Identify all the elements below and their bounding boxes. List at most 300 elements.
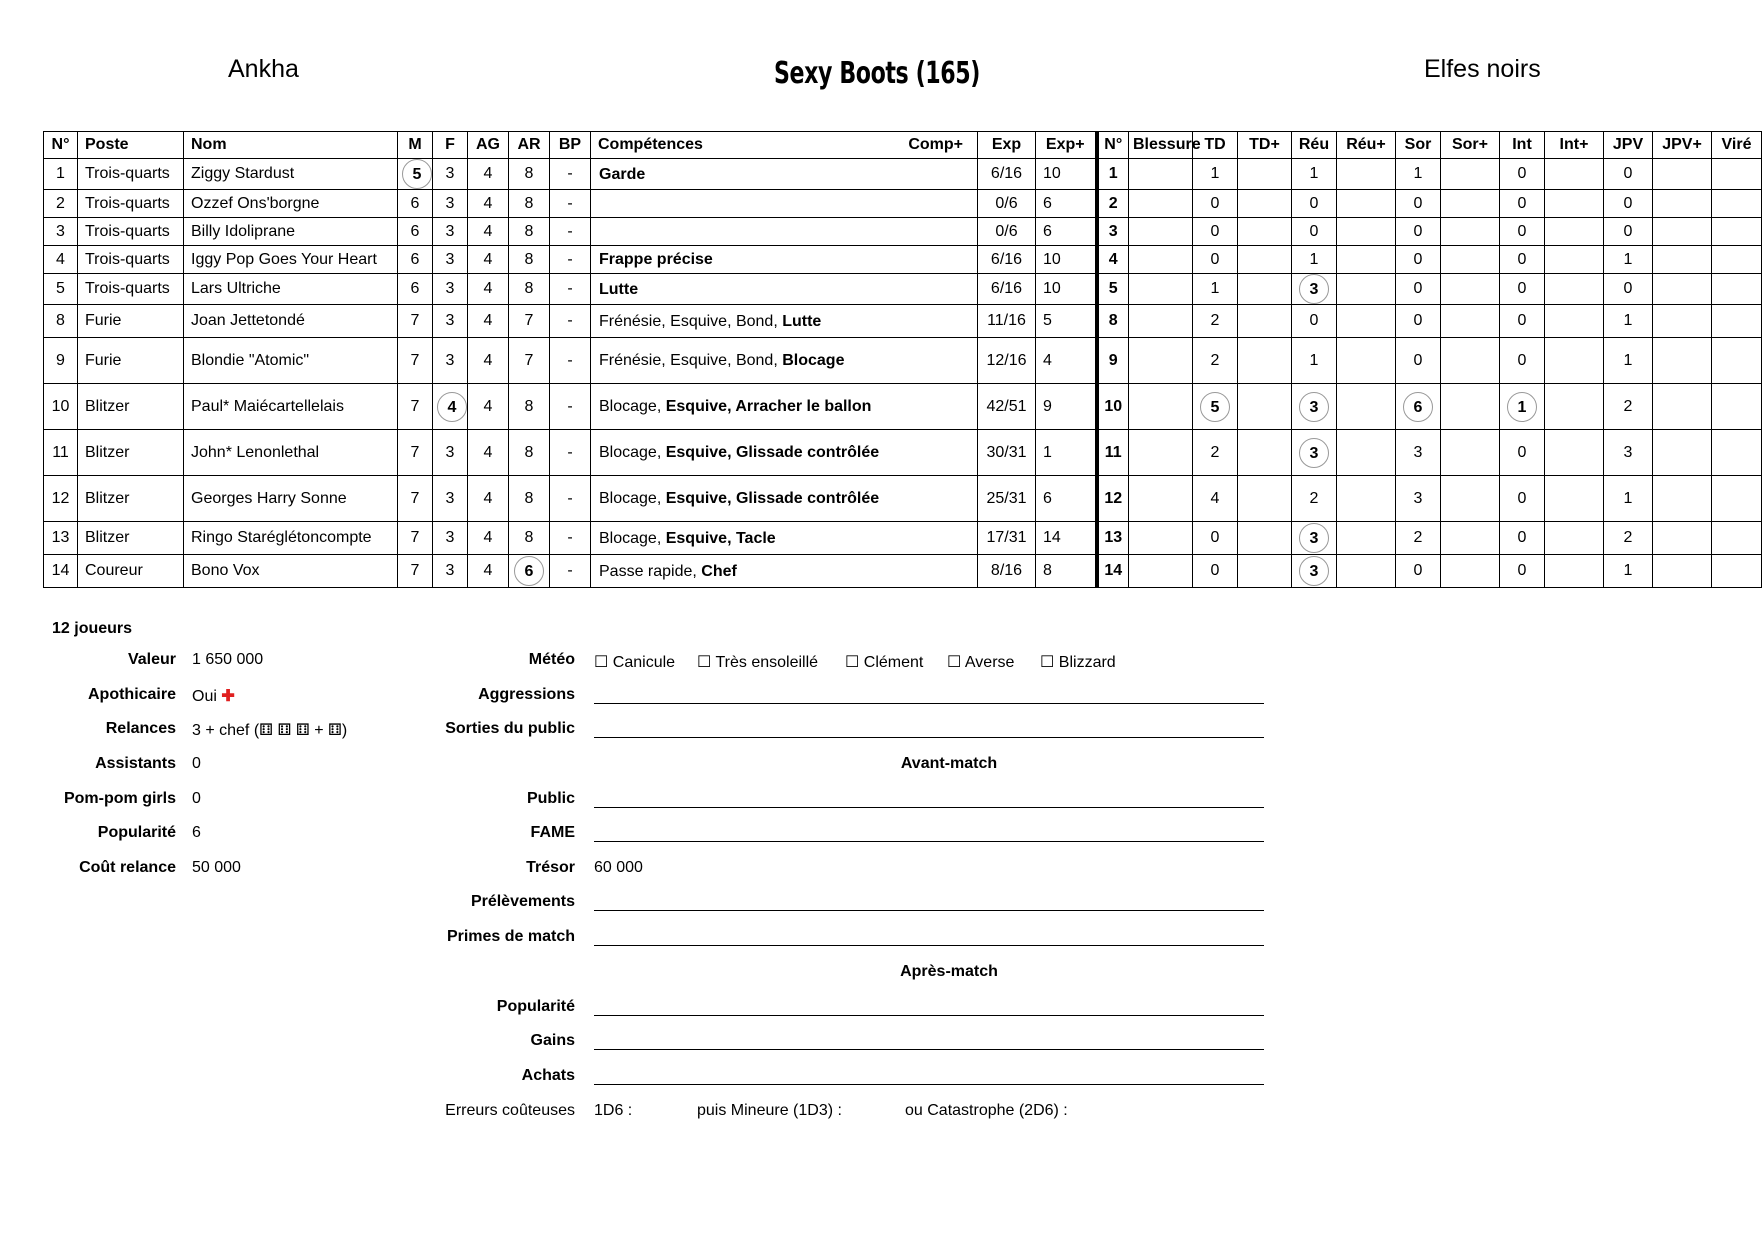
cell-value: 1 xyxy=(56,165,65,182)
empty-cell xyxy=(1337,384,1396,430)
empty-cell xyxy=(1441,274,1500,305)
cell-ar xyxy=(509,384,550,430)
cell-int xyxy=(1500,274,1545,305)
cell-value: 13 xyxy=(51,529,70,546)
team-race: Elfes noirs xyxy=(1424,55,1541,83)
cell-ar xyxy=(509,159,550,190)
cell-reu xyxy=(1292,190,1337,218)
skills-cell xyxy=(591,555,978,588)
cell-n2 xyxy=(1097,246,1129,274)
empty-cell xyxy=(1712,246,1762,274)
cell-value: 6 xyxy=(410,250,420,268)
table-row xyxy=(44,430,1762,476)
empty-cell xyxy=(1441,190,1500,218)
empty-cell xyxy=(1653,555,1712,588)
cell-value: 7 xyxy=(410,312,420,329)
circled-value: 1 xyxy=(1507,392,1537,422)
cell-bp xyxy=(550,246,591,274)
cell-jpv xyxy=(1604,384,1653,430)
cell-td xyxy=(1193,190,1238,218)
empty-cell xyxy=(1238,190,1292,218)
cell-expp xyxy=(1036,384,1097,430)
cell-ag xyxy=(468,246,509,274)
cell-value: Furie xyxy=(85,312,122,329)
cell-value: 0 xyxy=(1309,222,1319,240)
empty-cell xyxy=(1337,190,1396,218)
col-header: TD+ xyxy=(1238,132,1292,159)
cell-nom xyxy=(184,338,398,384)
tresor-value: 60 000 xyxy=(594,859,643,876)
cell-value: Blondie "Atomic" xyxy=(191,351,310,369)
cell-reu xyxy=(1292,246,1337,274)
tresor-label: Trésor xyxy=(526,859,575,876)
circled-value: 3 xyxy=(1299,438,1329,468)
cell-value: 2 xyxy=(1623,529,1633,546)
cell-jpv xyxy=(1604,246,1653,274)
cell-reu xyxy=(1292,338,1337,384)
cell-m xyxy=(398,218,433,246)
cell-f xyxy=(433,384,468,430)
cell-value: 0 xyxy=(1413,312,1423,329)
meteo-option-averse[interactable]: ☐ Averse xyxy=(947,654,1015,671)
cell-value: 42/51 xyxy=(986,397,1027,415)
cell-value: 0 xyxy=(1517,280,1527,297)
cell-value: Iggy Pop Goes Your Heart xyxy=(191,250,377,268)
skills-cell xyxy=(591,246,978,274)
cell-expp xyxy=(1036,274,1097,305)
empty-cell xyxy=(1545,476,1604,522)
cell-value: 9 xyxy=(1043,397,1052,415)
cell-poste xyxy=(78,555,184,588)
erreurs-1d6: 1D6 : xyxy=(594,1102,633,1119)
cell-reu xyxy=(1292,274,1337,305)
cell-int xyxy=(1500,338,1545,384)
empty-cell xyxy=(1129,384,1193,430)
col-header: Réu+ xyxy=(1337,132,1396,159)
cell-sor xyxy=(1396,274,1441,305)
empty-cell xyxy=(1129,190,1193,218)
cell-ag xyxy=(468,190,509,218)
cell-bp xyxy=(550,159,591,190)
cell-value: 4 xyxy=(483,529,493,546)
cell-value: 0 xyxy=(1413,562,1423,579)
cell-bp xyxy=(550,384,591,430)
cell-value: 2 xyxy=(1309,489,1319,507)
erreurs-mineure: puis Mineure (1D3) : xyxy=(697,1102,842,1119)
cell-value: 0 xyxy=(1517,194,1527,212)
cell-bp xyxy=(550,274,591,305)
skills-cell xyxy=(591,522,978,555)
cell-value: 6 xyxy=(410,280,420,297)
cell-value: - xyxy=(567,312,573,329)
skills-cell xyxy=(591,159,978,190)
table-row xyxy=(44,218,1762,246)
cell-ar xyxy=(509,430,550,476)
cell-value: 3 xyxy=(445,489,455,507)
cell-int xyxy=(1500,384,1545,430)
avant-match-heading: Avant-match xyxy=(900,755,998,772)
cell-value: 3 xyxy=(445,562,455,579)
empty-cell xyxy=(1712,338,1762,384)
col-header: Exp xyxy=(978,132,1036,159)
cell-poste xyxy=(78,430,184,476)
fame-line[interactable] xyxy=(594,841,1264,842)
cell-value: 0 xyxy=(1413,351,1423,369)
cell-value: Blitzer xyxy=(85,529,130,546)
cell-value: 0 xyxy=(1413,280,1423,297)
cell-bp xyxy=(550,430,591,476)
pompom-label: Pom-pom girls xyxy=(63,790,176,807)
col-header: N° xyxy=(44,132,78,159)
meteo-option-blizzard[interactable]: ☐ Blizzard xyxy=(1040,654,1116,671)
cell-int xyxy=(1500,246,1545,274)
empty-cell xyxy=(1653,338,1712,384)
meteo-option-ensoleille[interactable]: ☐ Très ensoleillé xyxy=(697,654,819,671)
cell-nom xyxy=(184,246,398,274)
col-header: Compétences xyxy=(598,136,703,153)
meteo-option-canicule[interactable]: ☐ Canicule xyxy=(594,654,676,671)
cell-expp xyxy=(1036,218,1097,246)
base-skills: Frénésie, Esquive, Bond, xyxy=(599,352,778,369)
cell-value: 14 xyxy=(51,562,70,579)
cell-n xyxy=(44,159,78,190)
cell-f xyxy=(433,159,468,190)
cell-jpv xyxy=(1604,555,1653,588)
cell-value: - xyxy=(567,397,573,415)
cell-value: 3 xyxy=(445,280,455,297)
empty-cell xyxy=(1238,159,1292,190)
empty-cell xyxy=(1545,522,1604,555)
sorties-line[interactable] xyxy=(594,737,1264,738)
cell-n xyxy=(44,555,78,588)
cell-value: Ziggy Stardust xyxy=(191,165,295,182)
cell-reu xyxy=(1292,384,1337,430)
empty-cell xyxy=(1238,430,1292,476)
cell-ag xyxy=(468,159,509,190)
col-header: Nom xyxy=(184,132,398,159)
empty-cell xyxy=(1129,338,1193,384)
cell-td xyxy=(1193,338,1238,384)
cell-expp xyxy=(1036,522,1097,555)
cell-value: 11/16 xyxy=(987,312,1026,329)
cell-ar xyxy=(509,218,550,246)
col-header: TD xyxy=(1193,132,1238,159)
cell-n2 xyxy=(1097,430,1129,476)
cell-value: Bono Vox xyxy=(191,562,260,579)
cell-expp xyxy=(1036,246,1097,274)
cell-value: - xyxy=(567,250,573,268)
cell-n2 xyxy=(1097,305,1129,338)
cell-value: 3 xyxy=(56,222,65,240)
table-row xyxy=(44,190,1762,218)
cell-value: 7 xyxy=(410,489,420,507)
valeur-value: 1 650 000 xyxy=(192,651,264,668)
cell-value: 3 xyxy=(445,351,455,369)
cell-value: 4 xyxy=(483,250,493,268)
cell-value: 2 xyxy=(1413,529,1423,546)
empty-cell xyxy=(1441,476,1500,522)
cell-bp xyxy=(550,555,591,588)
cell-value: - xyxy=(567,165,573,182)
empty-cell xyxy=(1441,555,1500,588)
col-header: JPV+ xyxy=(1653,132,1712,159)
empty-cell xyxy=(1337,555,1396,588)
cell-poste xyxy=(78,384,184,430)
cell-value: 1 xyxy=(1309,165,1319,182)
cell-value: 4 xyxy=(1043,351,1052,369)
cell-value: 1 xyxy=(1623,312,1633,329)
cell-value: 11 xyxy=(1104,443,1122,461)
empty-cell xyxy=(1238,522,1292,555)
empty-cell xyxy=(1441,305,1500,338)
cell-sor xyxy=(1396,430,1441,476)
cell-poste xyxy=(78,274,184,305)
cell-td xyxy=(1193,555,1238,588)
cell-int xyxy=(1500,159,1545,190)
cell-n xyxy=(44,338,78,384)
cell-n xyxy=(44,305,78,338)
empty-cell xyxy=(1545,338,1604,384)
cell-value: 2 xyxy=(1210,351,1220,369)
empty-cell xyxy=(1129,430,1193,476)
cell-value: 3 xyxy=(1108,222,1118,240)
cell-value: Trois-quarts xyxy=(85,194,170,212)
cell-value: 7 xyxy=(410,351,420,369)
empty-cell xyxy=(1545,555,1604,588)
skills-cell xyxy=(591,274,978,305)
cell-poste xyxy=(78,190,184,218)
cell-value: 2 xyxy=(1108,194,1118,212)
empty-cell xyxy=(1337,305,1396,338)
empty-cell xyxy=(1441,384,1500,430)
cell-value: - xyxy=(567,280,573,297)
cell-value: 0 xyxy=(1413,250,1423,268)
cell-value: - xyxy=(567,529,573,546)
cell-value: 4 xyxy=(483,312,493,329)
aggressions-line[interactable] xyxy=(594,703,1264,704)
cell-td xyxy=(1193,430,1238,476)
cell-m xyxy=(398,384,433,430)
empty-cell xyxy=(1712,384,1762,430)
cell-ar xyxy=(509,522,550,555)
gains-line[interactable] xyxy=(594,1049,1264,1050)
cell-value: Trois-quarts xyxy=(85,280,170,297)
meteo-option-clement[interactable]: ☐ Clément xyxy=(845,654,924,671)
cell-value: 0/6 xyxy=(995,222,1018,240)
cell-value: 12 xyxy=(1104,489,1123,507)
cell-value: 14 xyxy=(1104,562,1123,579)
empty-cell xyxy=(1238,338,1292,384)
cell-value: 2 xyxy=(1623,397,1633,415)
empty-cell xyxy=(1712,476,1762,522)
table-row xyxy=(44,338,1762,384)
cell-value: 4 xyxy=(483,165,493,182)
erreurs-catastrophe: ou Catastrophe (2D6) : xyxy=(905,1102,1068,1119)
cell-poste xyxy=(78,305,184,338)
cell-value: 8 xyxy=(1108,312,1118,329)
achats-line[interactable] xyxy=(594,1084,1264,1085)
table-row xyxy=(44,274,1762,305)
cell-td xyxy=(1193,246,1238,274)
cell-value: Georges Harry Sonne xyxy=(191,489,347,507)
empty-cell xyxy=(1653,159,1712,190)
cell-value: Joan Jettetondé xyxy=(191,312,305,329)
empty-cell xyxy=(1337,476,1396,522)
empty-cell xyxy=(1712,555,1762,588)
empty-cell xyxy=(1545,430,1604,476)
cell-value: Trois-quarts xyxy=(85,250,170,268)
base-skills: Blocage, xyxy=(599,490,662,507)
cell-value: 4 xyxy=(483,280,493,297)
cell-sor xyxy=(1396,305,1441,338)
cell-f xyxy=(433,246,468,274)
cell-value: 1 xyxy=(1210,165,1220,182)
empty-cell xyxy=(1238,384,1292,430)
cell-int xyxy=(1500,430,1545,476)
empty-cell xyxy=(1712,274,1762,305)
empty-cell xyxy=(1238,246,1292,274)
empty-cell xyxy=(1545,305,1604,338)
cell-value: 3 xyxy=(445,443,455,461)
empty-cell xyxy=(1238,218,1292,246)
cell-value: 10 xyxy=(1043,280,1061,297)
cell-reu xyxy=(1292,522,1337,555)
empty-cell xyxy=(1653,476,1712,522)
prelevements-label: Prélèvements xyxy=(470,893,575,910)
cell-value: 4 xyxy=(483,351,493,369)
cell-sor xyxy=(1396,190,1441,218)
cell-value: 7 xyxy=(524,351,534,369)
cell-ar xyxy=(509,246,550,274)
cell-jpv xyxy=(1604,218,1653,246)
team-title: Sexy Boots (165) xyxy=(774,56,980,91)
cell-ag xyxy=(468,274,509,305)
cell-m xyxy=(398,190,433,218)
empty-cell xyxy=(1545,159,1604,190)
cell-nom xyxy=(184,430,398,476)
cell-value: 4 xyxy=(483,194,493,212)
base-skills: Frénésie, Esquive, Bond, xyxy=(599,312,778,330)
cell-nom xyxy=(184,274,398,305)
added-skills: Esquive, Glissade contrôlée xyxy=(665,490,880,507)
cell-value: 8 xyxy=(524,280,534,297)
table-row xyxy=(44,522,1762,555)
empty-cell xyxy=(1545,218,1604,246)
cell-reu xyxy=(1292,218,1337,246)
base-skills: Blocage, xyxy=(599,529,662,547)
cell-value: 10 xyxy=(1043,165,1061,182)
col-header: Exp+ xyxy=(1036,132,1097,159)
cell-int xyxy=(1500,218,1545,246)
cell-value: 12 xyxy=(51,489,70,507)
cell-n2 xyxy=(1097,384,1129,430)
cell-m xyxy=(398,476,433,522)
cell-jpv xyxy=(1604,159,1653,190)
cell-value: 3 xyxy=(445,222,455,240)
cell-n2 xyxy=(1097,522,1129,555)
table-row xyxy=(44,555,1762,588)
cell-value: 6/16 xyxy=(990,250,1023,268)
gains-label: Gains xyxy=(530,1032,575,1049)
cell-value: Billy Idoliprane xyxy=(191,222,296,240)
cell-value: 4 xyxy=(483,397,493,415)
cell-value: Ringo Staréglétoncompte xyxy=(191,529,372,546)
empty-cell xyxy=(1545,246,1604,274)
cell-n2 xyxy=(1097,218,1129,246)
cell-value: 0 xyxy=(1210,562,1220,579)
popularite2-line[interactable] xyxy=(594,1015,1264,1016)
cell-sor xyxy=(1396,218,1441,246)
cell-value: 11 xyxy=(52,443,69,461)
col-header: Blessure xyxy=(1129,132,1193,159)
cell-value: 0 xyxy=(1413,194,1423,212)
cell-n xyxy=(44,246,78,274)
cell-value: 8 xyxy=(524,194,534,212)
col-header: F xyxy=(433,132,468,159)
cell-exp xyxy=(978,274,1036,305)
table-row xyxy=(44,476,1762,522)
cell-value: 8 xyxy=(1043,562,1052,579)
cell-n2 xyxy=(1097,274,1129,305)
col-header: Réu xyxy=(1292,132,1337,159)
table-row xyxy=(44,159,1762,190)
empty-cell xyxy=(1545,190,1604,218)
cell-reu xyxy=(1292,430,1337,476)
empty-cell xyxy=(1441,246,1500,274)
cell-value: 9 xyxy=(56,351,65,369)
cell-value: 1 xyxy=(1623,250,1633,268)
skills-cell xyxy=(591,218,978,246)
col-header: M xyxy=(398,132,433,159)
empty-cell xyxy=(1653,384,1712,430)
cell-value: 6 xyxy=(1043,222,1052,240)
cell-value: 8 xyxy=(524,443,534,461)
cell-bp xyxy=(550,522,591,555)
empty-cell xyxy=(1337,522,1396,555)
public-line[interactable] xyxy=(594,807,1264,808)
cell-expp xyxy=(1036,305,1097,338)
cell-value: 2 xyxy=(1210,443,1220,461)
popularite-label: Popularité xyxy=(97,824,176,841)
cell-value: 0/6 xyxy=(995,194,1018,212)
cell-value: 0 xyxy=(1623,165,1633,182)
primes-line[interactable] xyxy=(594,945,1264,946)
empty-cell xyxy=(1337,430,1396,476)
empty-cell xyxy=(1129,555,1193,588)
cell-reu xyxy=(1292,555,1337,588)
cell-n xyxy=(44,190,78,218)
cell-value: 10 xyxy=(51,397,70,415)
prelevements-line[interactable] xyxy=(594,910,1264,911)
cell-ag xyxy=(468,218,509,246)
cell-value: 6 xyxy=(410,222,420,240)
cell-value: 4 xyxy=(483,222,493,240)
cell-n xyxy=(44,218,78,246)
cell-value: - xyxy=(567,489,573,507)
cell-value: 4 xyxy=(1210,489,1220,507)
cell-value: 5 xyxy=(1108,280,1118,297)
cell-m xyxy=(398,555,433,588)
cell-value: 3 xyxy=(445,312,455,329)
col-header: BP xyxy=(550,132,591,159)
public-label: Public xyxy=(526,790,575,807)
cell-ag xyxy=(468,384,509,430)
circled-value: 4 xyxy=(437,392,467,422)
circled-value: 5 xyxy=(402,159,432,189)
cell-m xyxy=(398,430,433,476)
cell-value: 0 xyxy=(1623,280,1633,297)
roster-body xyxy=(44,159,1762,588)
